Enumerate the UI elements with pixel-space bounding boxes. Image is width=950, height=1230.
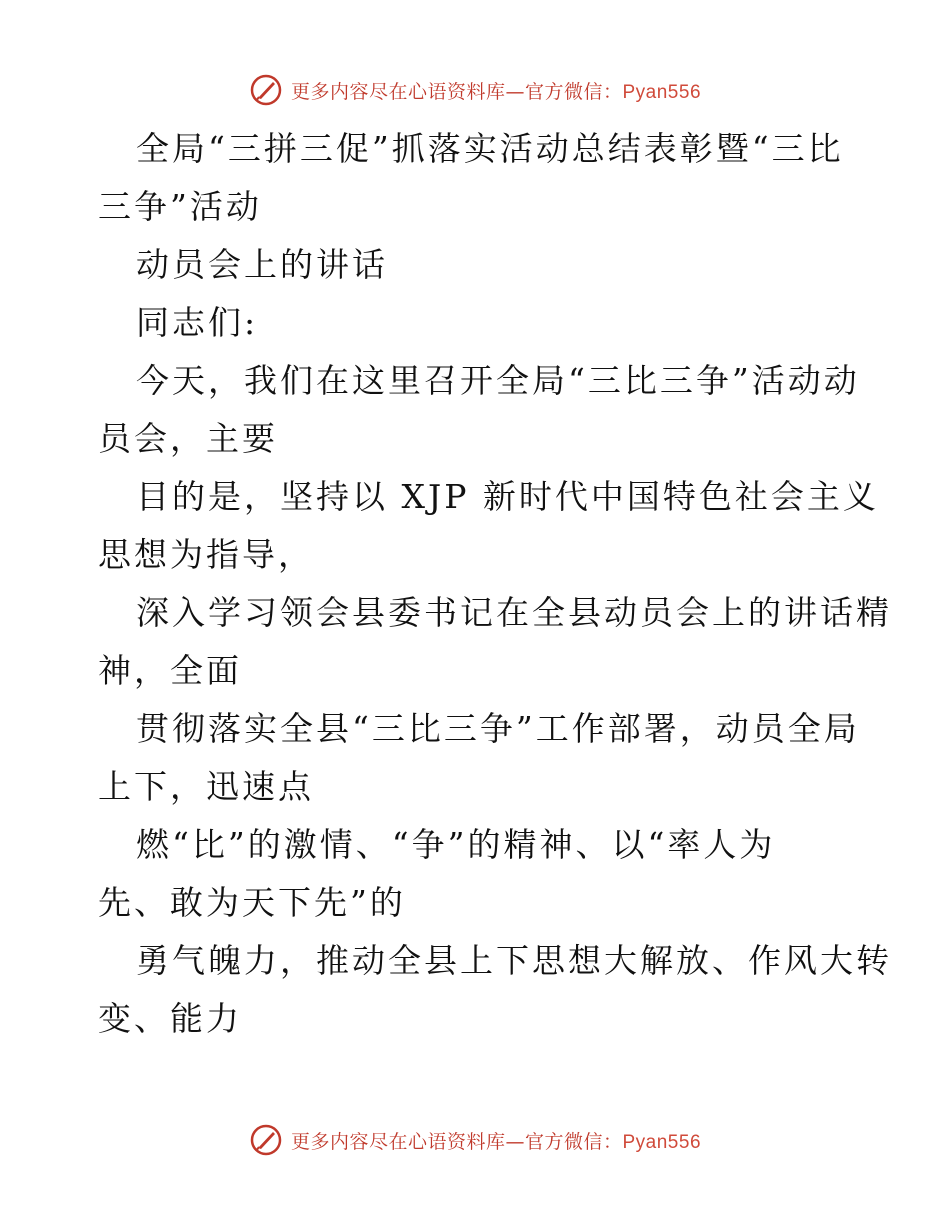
footer-watermark	[0, 1120, 950, 1160]
quill-logo-icon	[249, 73, 283, 107]
header-watermark	[0, 70, 950, 110]
watermark-text: 更多内容尽在心语资料库—官方微信：Pyan556	[290, 1130, 702, 1153]
document-line: 今天，我们在这里召开全局“三比三争”活动动	[136, 361, 860, 400]
document-line: 目的是，坚持以 XJP 新时代中国特色社会主义	[136, 477, 879, 516]
document-line: 神，全面	[98, 651, 242, 690]
document-line: 先、敢为天下先”的	[98, 883, 406, 922]
document-line: 燃“比”的激情、“争”的精神、以“率人为	[136, 825, 776, 864]
document-line: 勇气魄力，推动全县上下思想大解放、作风大转	[136, 941, 892, 980]
document-line: 变、能力	[98, 999, 242, 1038]
document-line: 贯彻落实全县“三比三争”工作部署，动员全局	[136, 709, 860, 748]
document-line: 思想为指导，	[98, 535, 314, 574]
watermark-text: 更多内容尽在心语资料库—官方微信：Pyan556	[290, 80, 702, 103]
document-line: 员会，主要	[98, 419, 278, 458]
document-line: 三争”活动	[98, 187, 262, 226]
document-line: 上下，迅速点	[98, 767, 314, 806]
document-line: 同志们:	[136, 303, 259, 342]
document-line: 动员会上的讲话	[136, 245, 388, 284]
document-line: 深入学习领会县委书记在全县动员会上的讲话精	[136, 593, 892, 632]
document-body	[98, 120, 892, 1048]
document-line: 全局“三拼三促”抓落实活动总结表彰暨“三比	[136, 129, 844, 168]
quill-logo-icon	[249, 1123, 283, 1157]
